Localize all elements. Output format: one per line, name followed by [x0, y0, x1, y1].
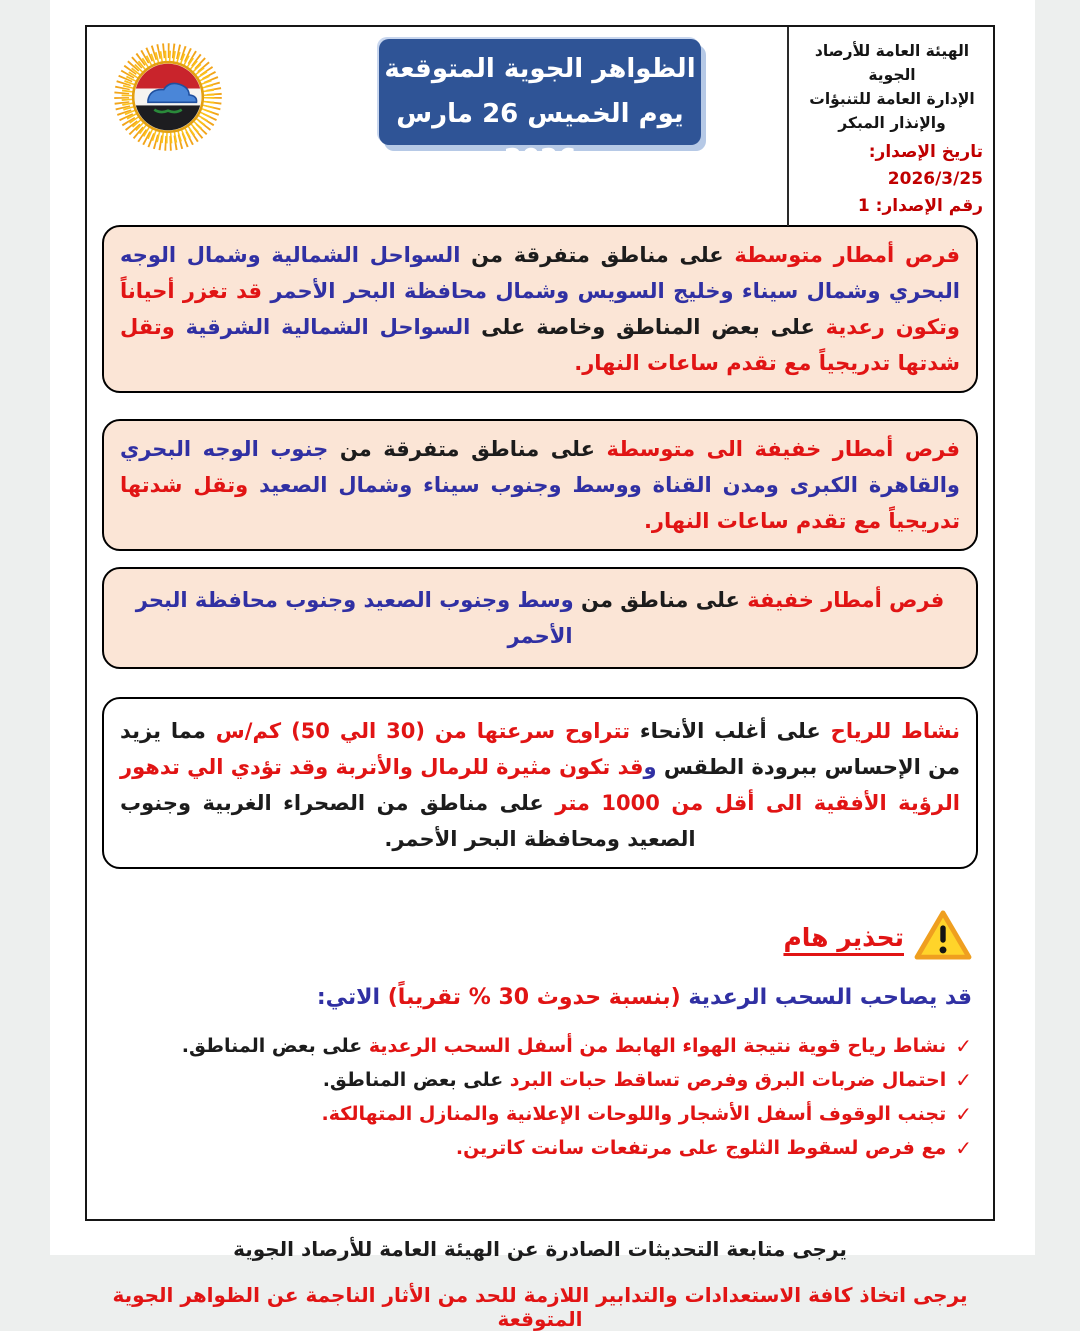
issue-number: رقم الإصدار: 1 — [857, 196, 983, 216]
list-item-text — [182, 1029, 946, 1063]
footer-note-precautions: يرجى اتخاذ كافة الاستعدادات والتدابير اللازمة للحد من الأثار الناجمة عن الظواهر الجوية المتوقعة — [112, 1283, 968, 1331]
text-segment: قد تغزر أحياناً وتكون رعدية — [120, 279, 960, 339]
sun-emblem-icon — [110, 39, 226, 155]
text-segment: على مناطق من الصحراء الغربية وجنوب الصعيد ومحافظة البحر الأحمر. — [120, 791, 696, 851]
warning-intro — [108, 981, 972, 1015]
text-segment: فرص أمطار متوسطة — [723, 243, 961, 267]
issue-date: تاريخ الإصدار: 2026/3/25 — [868, 142, 983, 189]
text-segment: على بعض المناطق. — [322, 1069, 504, 1091]
checkmark-icon: ✓ — [955, 1102, 972, 1126]
text-segment: (بنسبة حدوث 30 % تقريباً) — [387, 985, 681, 1010]
text-segment: على بعض المناطق وخاصة على — [470, 315, 815, 339]
forecast-box-delta-cairo — [102, 419, 978, 551]
text-segment: الاتي: — [316, 985, 388, 1010]
forecast-text — [120, 582, 960, 654]
text-segment: و — [643, 755, 657, 779]
list-item-text — [323, 1063, 947, 1097]
text-segment: على مناطق من — [573, 588, 740, 612]
warning-heading-label: تحذير هام — [783, 922, 904, 952]
list-item — [108, 1029, 972, 1063]
text-segment: نشاط رياح قوية نتيجة الهواء الهابط من أسفل السحب الرعدية — [362, 1035, 947, 1057]
forecast-box-upper-egypt — [102, 567, 978, 669]
list-item-text — [322, 1097, 947, 1131]
page-title-line2: يوم الخميس 26 مارس 2026 — [396, 99, 684, 174]
page-title-line1: الظواهر الجوية المتوقعة — [384, 54, 696, 84]
text-segment: على أغلب الأنحاء — [629, 719, 821, 743]
list-item — [108, 1131, 972, 1165]
text-segment: قد تكون مثيرة للرمال والأتربة وقد تؤدي الي تدهور الرؤية الأفقية الى أقل من 1000 متر — [120, 755, 961, 815]
text-segment: على مناطق متفرقة من — [328, 437, 595, 461]
warning-section — [102, 909, 978, 1165]
list-item — [108, 1097, 972, 1131]
document-frame — [85, 25, 995, 1331]
text-segment: فرص أمطار خفيفة — [739, 588, 945, 612]
footer-note-updates: يرجى متابعة التحديثات الصادرة عن الهيئة العامة للأرصاد الجوية — [233, 1237, 847, 1261]
forecast-text — [120, 713, 960, 857]
text-segment: نشاط للرياح — [820, 719, 960, 743]
header — [102, 27, 983, 216]
list-item-text — [456, 1131, 946, 1165]
authority-logo-icon — [110, 39, 226, 155]
text-segment: على بعض المناطق. — [181, 1035, 363, 1057]
text-segment: السواحل الشمالية الشرقية — [174, 315, 471, 339]
org-name: الهيئة العامة للأرصاد الجوية — [814, 42, 970, 84]
forecast-box-north-coasts — [102, 225, 978, 393]
title-box — [379, 39, 701, 174]
text-segment: تتراوح سرعتها من (30 الي 50) كم/س — [205, 719, 630, 743]
forecast-text — [120, 431, 960, 539]
checkmark-icon: ✓ — [955, 1068, 972, 1092]
checkmark-icon: ✓ — [955, 1136, 972, 1160]
warning-checklist — [108, 1029, 972, 1165]
org-info-cell — [787, 27, 993, 226]
text-segment: قد يصاحب السحب الرعدية — [680, 985, 972, 1010]
warning-heading — [108, 909, 972, 965]
checkmark-icon: ✓ — [955, 1034, 972, 1058]
text-segment: وتقل شدتها تدريجياً مع تقدم ساعات النهار. — [120, 315, 960, 375]
text-segment: وسط وجنوب الصعيد وجنوب محافظة البحر الأحمر — [135, 588, 574, 648]
text-segment: على مناطق متفرقة من — [460, 243, 724, 267]
text-segment: مع فرص لسقوط الثلوج على مرتفعات سانت كاترين. — [455, 1137, 947, 1159]
text-segment: تجنب الوقوف أسفل الأشجار واللوحات الإعلانية والمنازل المتهالكة. — [321, 1103, 947, 1125]
text-segment: جنوب الوجه البحري والقاهرة الكبرى ومدن القناة ووسط وجنوب سيناء وشمال الصعيد — [120, 437, 960, 497]
text-segment: فرص أمطار خفيفة الى متوسطة — [594, 437, 960, 461]
forecast-box-winds — [102, 697, 978, 869]
warning-triangle-icon — [914, 909, 972, 965]
text-segment: وتقل شدتها تدريجياً مع تقدم ساعات النهار. — [120, 473, 960, 533]
forecast-text — [120, 237, 960, 381]
org-department: الإدارة العامة للتنبؤات والإنذار المبكر — [809, 90, 975, 132]
list-item — [108, 1063, 972, 1097]
text-segment: احتمال ضربات البرق وفرص تساقط حبات البرد — [503, 1069, 947, 1091]
document-paper — [50, 0, 1035, 1331]
text-segment: السواحل الشمالية وشمال الوجه البحري وشمال سيناء وخليج السويس وشمال محافظة البحر الأحمر — [120, 243, 960, 303]
text-segment: مما يزيد من الإحساس ببرودة الطقس — [120, 719, 961, 779]
